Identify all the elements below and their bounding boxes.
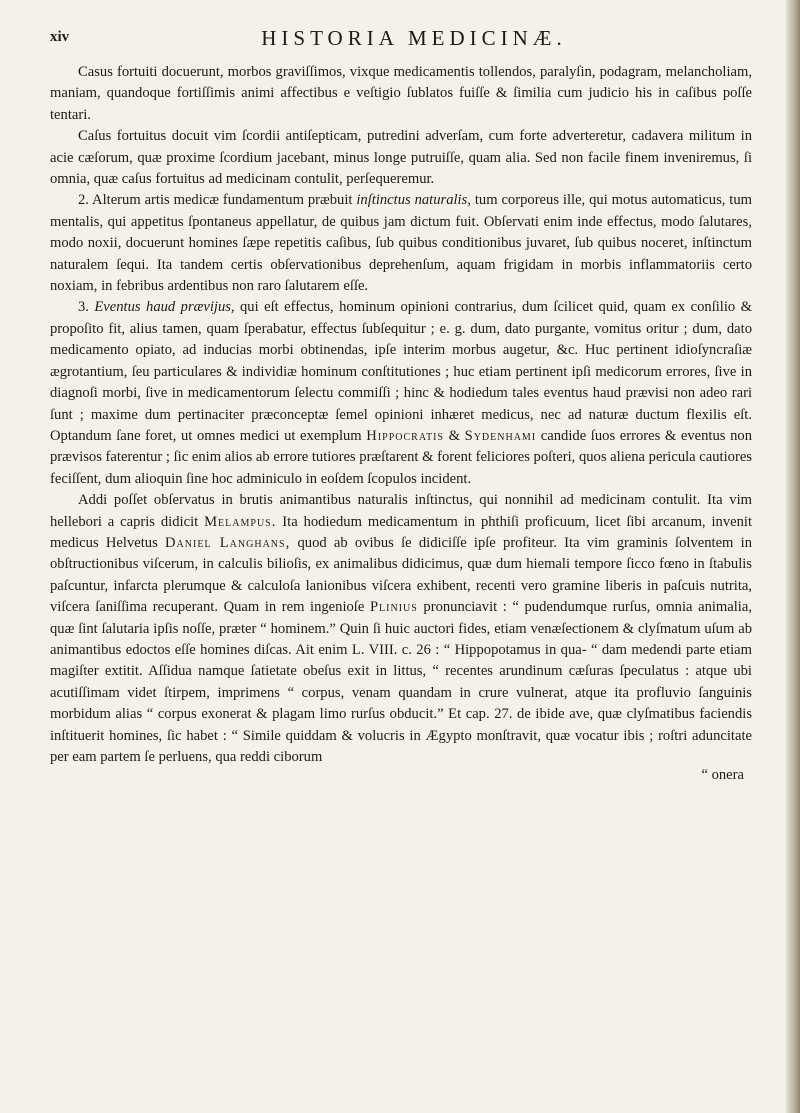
author-name: Plinius [369,599,418,616]
text-run: Addi poſſet obſervatus in brutis animantibus naturalis inſtinctus, qui nonnihil ad medicinam contulit. Ita vim hellebori a capris didicit [50,492,752,530]
text-run: qui eſt effectus, hominum opinioni contrarius, dum ſcilicet quid, quam ex conſilio & propoſito fit, alius tamen, quam ſperabatur, effectus ſubſequitur ; e. g. dum, dato purgante, vomitus oritur ; dum, dato medicamento opiato, ad inducias morbi obtinendas, ipſe interim morbus augetur, &c. Huc pertinent idioſyncraſiæ ægrotantium, ſeu particulares & individiæ hominum conſtitutiones ; huc etiam pertinent ipſi medicorum errores, ſive in diagnoſi morbi, ſive in medicamentorum ſelectu commiſſi ; hinc & hodiedum tales eventus haud prævisi non adeo rari ſunt ; maxime dum pertinaciter præconceptæ ſemel opinioni inhæret medicus, nec ad naturæ ductum flexilis eſt. Optandum ſane foret, ut omnes medici ut exemplum [50,299,753,444]
italic-term: Eventus haud prævijus, [94,299,235,316]
paragraph [50,62,752,126]
author-name: Daniel Langhans, [165,534,291,551]
text-run: Caſus fortuitus docuit vim ſcordii antiſepticam, putredini adverſam, cum forte adverteretur, cadavera militum in acie cæſorum, quæ proxime ſcordium jacebant, minus longe putruiſſe, quam alia. Sed non facile finem inveniremus, ſi omnia, quæ caſus fortuitus ad medicinam contulit, perſequeremur. [50,128,752,188]
page-header [50,26,752,60]
text-run: quod ab ovibus ſe didiciſſe ipſe profiteur. Ita vim graminis ſolventem in obſtructionibus viſcerum, in calculis bilioſis, ex animalibus didicimus, quæ dum hiemali tempore ſicco fœno in ſtabulis paſcuntur, infarcta plerumque & calculoſa lanionibus viſcera exhibent, recenti vero gramine liberis in paſcuis nutrita, viſcera ſaniſſima recuperant. Quam in rem ingenioſe [50,534,753,616]
paragraph [50,126,752,190]
text-run: pronunciavit : “ pudendumque rurſus, omnia animalia, quæ ſint ſalutaria ipſis noſſe, præter “ hominem.” Quin ſi huic auctori fides, etiam venæſectionem & clyſmatum uſum ab animantibus edoctos eſſe homines diſcas. Ait enim L. VIII. c. 26 : “ Hippopotamus in qua- “ dam medendi parte etiam magiſter extitit. Aſſidua namque ſatietate obeſus exit in littus, “ recentes arundinum cæſuras ſpeculatus : atque ubi acutiſſimam videt ſtirpem, imprimens “ corpus, venam quandam in crure vulnerat, atque ita profluvio ſanguinis morbidum alias “ corpus exonerat & plagam limo rurſus obducit.” Et cap. 27. de ibide ave, quæ clyſmatibus faciendis inſtituerit homines, ſic habet : “ Simile quiddam & volucris in Ægypto monſtravit, quæ vocatur ibis ; roſtri aduncitate per eam partem ſe perluens, qua reddi ciborum [50,599,752,765]
paragraph [50,297,752,490]
page-spine-shadow [786,0,800,1113]
italic-term: inſtinctus naturalis, [356,192,471,209]
catchword: “ onera [701,767,744,784]
text-run: candide ſuos errores & eventus non prævisos faterentur ; ſic enim alios ab errore tutiores præſtarent & forent feliciores poſteri, quos aliena pericula cautiores feciſſent, dum alioquin ſine hoc adminiculo in eoſdem ſcopulos incident. [50,427,752,487]
paragraph [50,490,752,768]
paragraph [50,190,752,297]
text-run: 3. [78,299,95,316]
author-name: Sydenhami [464,427,537,444]
text-run: Casus fortuiti docuerunt, morbos graviſſimos, vixque medicamentis tollendos, paralyſin, podagram, melancholiam, maniam, quandoque fortiſſimis animi affectibus e veſtigio ſublatos fuiſſe & ſimilia cum judicio his in caſibus poſſe tentari. [50,64,752,123]
author-name: Hippocratis [366,427,444,444]
text-run: Ita hodiedum medicamentum in phthiſi proficuum, licet ſibi arcanum, invenit medicus Helvetus [50,513,752,551]
page-number: xiv [50,29,70,45]
body-text [50,62,752,768]
text-run: tum corporeus ille, qui motus automaticus, tum mentalis, qui appetitus ſpontaneus appellatur, de quibus jam dictum fuit. Obſervati enim inde effectus, modo ſalutares, modo noxii, docuerunt homines ſæpe repetitis caſibus, ſub quibus conditionibus juvaret, ſub quibus noceret, inſtinctum naturalem ſequi. Ita tandem certis obſervationibus deprehenſum, aquam frigidam in morbis inflammatoriis certo noxiam, in febribus ardentibus non raro ſalutarem eſſe. [50,192,752,295]
running-title: HISTORIA MEDICINÆ. [261,26,567,50]
text-run: & [443,427,465,444]
text-run: 2. Alterum artis medicæ fundamentum præbuit [78,192,357,209]
author-name: Melampus. [204,513,277,530]
